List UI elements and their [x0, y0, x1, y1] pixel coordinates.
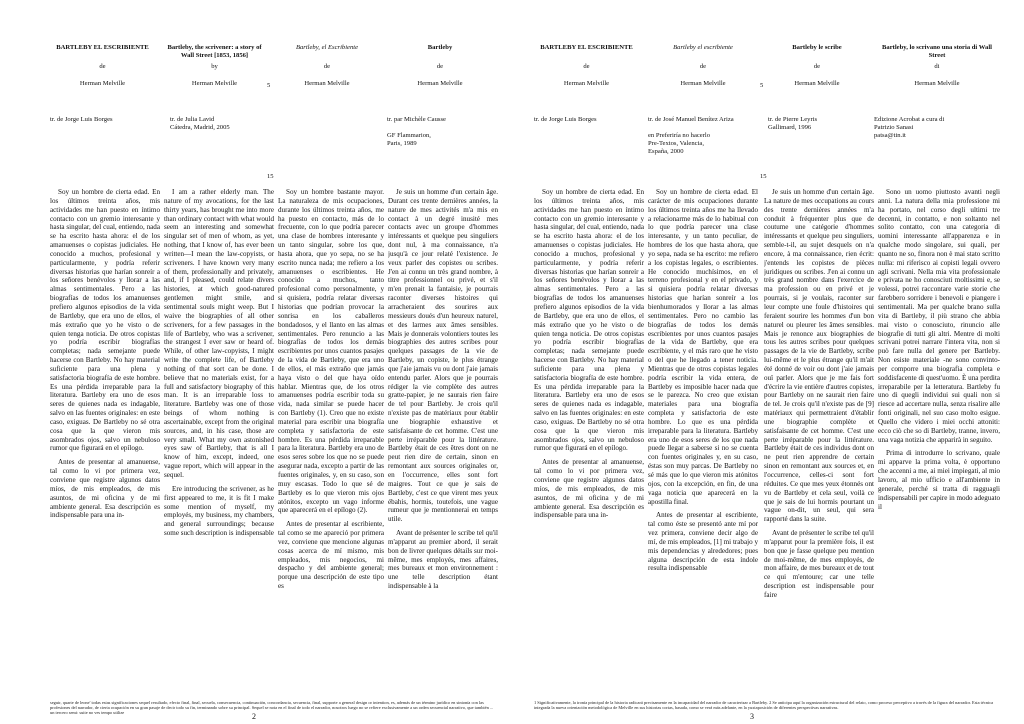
translator-note: Edizione Acrobat a cura di Patrizio Sanasi patsa@tin.it [874, 116, 945, 139]
header-de: di [934, 63, 940, 70]
header-author: Herman Melville [680, 80, 726, 87]
header-column-4 [385, 44, 495, 88]
header-title: BARTLEBY EL ESCRIBIENTE [56, 44, 149, 51]
header-author: Herman Melville [563, 80, 610, 87]
text-column-english [164, 188, 274, 696]
line-number: 15 [760, 173, 767, 180]
header-de: de [813, 63, 821, 70]
paragraph: Avant de présenter le scribe tel qu'il m'apparut pour la première fois, il est bon que je fasse quelque peu mention de moi-même, de mes employés, de mon affaire, de mes bureaux et de tout ce qui m'entoure; car une telle description est indispensable pour faire [764, 529, 874, 599]
translator-note: tr. de Pierre Leyris Gallimard, 1996 [768, 116, 818, 131]
header-author: Herman Melville [191, 80, 238, 87]
header-author: Herman Melville [79, 80, 126, 87]
paragraph: Je suis un homme d'un certain âge. Durant ces trente dernières années, la nature de mes activités m'a mis en contact à un degré inusité mes contacts avec un groupe d'hommes intéressants et quelque peu singuliers dont nul, à ma connaissance, n'a jusqu'à ce jour relaté l'existence. Je veux parler des copistes ou scribes. J'en ai connu un très grand nombre, à titre professionnel ou privé, et s'il m'en prenait la fantaisie, je pourrais raconter diverses histoires qui arracheraient des sourires aux messieurs doués d'un heureux naturel, et des larmes aux âmes sensibles. Mais je donnerais volontiers toutes les biographies des autres scribes pour quelques passages de la vie de Bartleby, un copiste, le plus étrange que j'aie jamais vu ou dont j'aie jamais entendu parler. Alors que je pourrais rédiger la vie complète des autres gratte-papier, je ne saurais rien faire de tel pour Bartleby. Je crois qu'il n'existe pas de matériaux pour établir une biographie exhaustive et satisfaisante de cet homme. C'est une perte irréparable pour la littérature. Bartleby était de ces êtres dont on ne peut rien dire de certain, sinon en remontant aux sources originales or, en l'occurrence, elles sont fort maigres. Tout ce que je sais de Bartleby, c'est ce que virent mes yeux ébahis, hormis, toutefois, une vague rumeur que je mentionnerai en temps utile. [388, 188, 498, 524]
header-de: de [699, 63, 707, 70]
paragraph: Prima di introdurre lo scrivano, quale mi apparve la prima volta, è opportuno che accenni a me, ai miei impiegati, al mio lavoro, al mio ufficio e all'ambiente in generale, perché si tratta di ragguagli indispensabili per capire in modo adeguato il [878, 449, 1000, 511]
paragraph: Avant de présenter le scribe tel qu'il m'apparut au premier abord, il serait bon de livrer quelques détails sur moi-même, mes employés, mes affaires, mes bureaux et mon environnement : une telle description étant indispensable à la [388, 529, 498, 591]
header-author: Herman Melville [914, 80, 960, 87]
translator-note: tr. de Julia Lavid Cátedra, Madrid, 2005 [170, 116, 230, 131]
header-column-4 [874, 44, 1000, 88]
header-title: BARTLEBY EL ESCRIBIENTE [540, 44, 633, 51]
text-column-leyris [764, 188, 874, 696]
header-de: de [323, 63, 331, 70]
header-column-3 [272, 44, 382, 88]
paragraph: Soy un hombre de cierta edad. El carácter de mis ocupaciones durante los últimos treinta años me ha llevado a relacionarme más de lo habitual con lo que podría parecer una clase interesante, y un tanto peculiar, de hombres de los que hasta ahora, que yo sepa, nada se ha escrito: me refiero a los copistas legales, o escribientes. He conocido muchísimos, en el terreno profesional y en el privado, y si quisiera podría relatar diversas historias que harían sonreír a los bienhumorados y llorar a las almas sentimentales. Pero no cambio las biografías de todos los demás escribientes por unos cuantos pasajes de la vida de Bartleby, que era escribiente, y el más raro que he visto o del que he llegado a tener noticia. Mientras que de otros copistas legales podría escribir la vida entera, de Bartleby es imposible hacer nada que se le parezca. No creo que existan materiales para una biografía completa y satisfactoria de este hombre. Lo que es una pérdida irreparable para la literatura. Bartleby era uno de esos seres de los que nada puede llegar a saberse si no se cuenta con fuentes originales y, en su caso, éstas son muy parcas. De Bartleby no sé más que lo que vieron mis atónitos ojos, con la excepción, en fin, de una vaga noticia que aparecerá en la apostilla final. [648, 188, 758, 506]
header-author: Herman Melville [794, 80, 840, 87]
footnote: 1 Significativamente, la ironía principal de la historia radicará precisamente en la incapacidad del narrador de caracterizar a Bartleby. 2 Se anticipa aquí la organización estructural del relato, como proceso perceptivo a través de la figura del narrador. Esta técnica integrada la nueva orientación metodológica de Melville en sus historias cortas, basada, como se verá más adelante, en la yuxtaposición de diferentes perspectivas narrativas. [534, 700, 994, 711]
line-number: 5 [267, 82, 271, 89]
paragraph: Antes de presentar al escribiente, tal como éste se presentó ante mí por vez primera, conviene decir algo de mí, de mis empleados, [1] mi trabajo y mis dependencias y alrededores; pues alguna descripción de esta índole resulta indispensable [648, 511, 758, 573]
paragraph: Antes de presentar al escribiente, tal como se me apareció por primera vez, conviene que mencione algunas cosas acerca de mí mismo, mis empleados, mis negocios, mi despacho y del ambiente general; porque una descripción de este tipo es [278, 520, 384, 591]
text-column-lavid [278, 188, 384, 696]
header-author: Herman Melville [417, 80, 463, 87]
paragraph: I am a rather elderly man. The nature of my avocations, for the last thirty years, has brought me into more than ordinary contact with what would seem an interesting and somewhat singular set of men of whom, as yet, nothing, that I know of, has ever been written—I mean the law-copyists, or scriveners. I have known very many of them, professionally and privately, and, if I pleased, could relate divers histories, at which good-natured gentlemen might smile, and sentimental souls might weep. But I waive the biographies of all other scriveners, for a few passages in the life of Bartleby, who was a scrivener, the strangest I ever saw or heard of. While, of other law-copyists, I might write the complete life, of Bartleby nothing of that sort can be done. I believe that no materials exist, for a full and satisfactory biography of this man. It is an irreparable loss to literature. Bartleby was one of those beings of whom nothing is ascertainable, except from the original sources, and, in his case, those are very small. What my own astonished eyes saw of Bartleby, that is all I know of him, except, indeed, one vague report, which will appear in the sequel. [164, 188, 274, 479]
header-column-3 [762, 44, 872, 88]
paragraph: Antes de presentar al amanuense, tal como lo vi por primera vez, conviene que registre algunos datos míos, de mis empleados, de mis asuntos, de mi oficina y de mi ambiente general. Esa descripción es indispensable para una in- [50, 458, 160, 520]
footnote: seguir, quarte de leone' todas estas significaciones sequel resultado, efecto final, final, secuela, consecuencia, continuación, concordancia, secuencia, final, supporte a general design or intention, es, además de un término jurídico en sintonía con las profesiones del narrador, de cierta ocupación en su gran pasaje de decir todo su fin, terminando sobre su principal. Sequel se nota en el final de todo el narrador, nosotros luego no se refiere exclusivamente a un orden secuencial narrativo, que también ... un tercero semi: suite no ves tempo utilize [50, 700, 494, 716]
header-author: Herman Melville [304, 80, 350, 87]
text-column-causse [388, 188, 498, 696]
translator-note: tr. de Jorge Luis Borges [534, 116, 597, 123]
header-title: Bartleby le scribe [792, 44, 842, 51]
translator-note: tr. par Michèle Causse GF Flammarion, Paris, 1989 [387, 116, 446, 147]
paragraph: Soy un hombre bastante mayor. La naturaleza de mis ocupaciones, durante los últimos treinta años, me ha puesto en contacto, más de lo frecuente, con lo que podría parecer una clase de hombres interesante y un tanto singular, sobre los que, hasta ahora, que yo sepa, no se ha escrito nunca nada; me refiero a los amanuenses o escribientes. He conocido a muchos, tanto profesional como personalmente, y si quisiera, podría relatar diversas historias que podrían provocar la sonrisa en los caballeros bondadosos, y el llanto en las almas sentimentales. Pero renuncio a las biografías de todos los demás escribientes por unos cuantos pasajes de la vida de Bartleby, que era uno de ellos, el más extraño que jamás haya visto o del que haya oído hablar. Mientras que, de los otros amanuenses podría escribir toda su vida, nada similar se puede hacer con Bartleby (1). Creo que no existe material para escribir una biografía completa y satisfactoria de este hombre. Es una pérdida irreparable para la literatura. Bartleby era uno de esos seres sobre los que no se puede asegurar nada, excepto a partir de las fuentes originales, y, en su caso, son muy escasas. Todo lo que sé de Bartleby es lo que vieron mis ojos atónitos, excepto un vago informe que aparecerá en el epílogo (2). [278, 188, 384, 515]
header-de: de [583, 63, 590, 70]
paragraph: Soy un hombre de cierta edad. En los últimos treinta años, mis actividades me han puesto en íntimo contacto con un gremio interesante y hasta singular, del cual, entiendo, nada se ha escrito hasta ahora: el de los amanuenses o copistas judiciales. He conocido a muchos, profesional y particularmente, y podría referir diversas historias que harían sonreír a los señores benévolos y llorar a las almas sentimentales. Pero a las biografías de todos los amanuenses prefiero algunos episodios de la vida de Bartleby, que era uno de ellos, el más extraño que yo he visto o de quien tenga noticia. De otros copistas yo podría escribir biografías completas; nada semejante puede hacerse con Bartleby. No hay material suficiente para una plena y satisfactoria biografía de este hombre. Es una pérdida irreparable para la literatura. Bartleby era uno de esos seres de quienes nada es indagable, salvo en las fuentes originales: en este caso, exiguas. De Bartleby no sé otra cosa que la que vieron mis asombrados ojos, salvo un nebuloso rumor que figurará en el epílogo. [534, 188, 644, 453]
header-title: Bartleby, el Escribiente [295, 44, 359, 51]
paragraph: Soy un hombre de cierta edad. En los últimos treinta años, mis actividades me han puesto en íntimo contacto con un gremio interesante y hasta singular, del cual, entiendo, nada se ha escrito hasta ahora: el de los amanuenses o copistas judiciales. He conocido a muchos, profesional y particularmente, y podría referir diversas historias que harían sonreír a los señores benévolos y llorar a las almas sentimentales. Pero a las biografías de todos los amanuenses prefiero algunos episodios de la vida de Bartleby, que era uno de ellos, el más extraño que yo he visto o de quien tenga noticia. De otros copistas yo podría escribir biografías completas; nada semejante puede hacerse con Bartleby. No hay material suficiente para una plena y satisfactoria biografía de este hombre. Es una pérdida irreparable para la literatura. Bartleby era uno de esos seres de quienes nada es indagable, salvo en las fuentes originales: en este caso, exiguas. De Bartleby no sé otra cosa que la que vieron mis asombrados ojos, salvo un nebuloso rumor que figurará en el epílogo. [50, 188, 160, 453]
text-column-sanasi [878, 188, 1000, 696]
header-title: Bartleby el escribiente [673, 44, 733, 51]
text-column-borges [534, 188, 644, 696]
header-title: Bartleby, the scrivener: a story of Wall Street [1853, 1856] [167, 44, 262, 59]
header-column-2 [648, 44, 758, 88]
right-page [512, 0, 1024, 724]
header-column-1 [50, 44, 155, 88]
paragraph: Antes de presentar al amanuense, tal como lo vi por primera vez, conviene que registre algunos datos míos, de mis empleados, de mis asuntos, de mi oficina y de mi ambiente general. Esa descripción es indispensable para una in- [534, 458, 644, 520]
translator-note: tr. de Jorge Luis Borges [50, 116, 113, 123]
text-column-borges [50, 188, 160, 696]
header-column-1 [534, 44, 639, 88]
paragraph: Ere introducing the scrivener, as he first appeared to me, it is fit I make some mention of myself, my employés, my business, my chambers, and general surroundings; because some such description is indispensable [164, 484, 274, 538]
page-number: 2 [252, 712, 256, 721]
line-number: 5 [760, 82, 764, 89]
translator-note: tr. de José Manuel Benítez Ariza en Preferiría no hacerlo Pre-Textos, Valencia, España, 2000 [648, 116, 734, 155]
header-de: by [211, 63, 218, 70]
header-column-2 [162, 44, 267, 88]
paragraph: Je suis un homme d'un certain âge. La nature de mes occupations au cours des trente dernières années m'a conduit à fréquenter plus que de coutume une catégorie d'hommes intéressants et quelque peu singuliers, semble-t-il, au sujet desquels on n'a encore, à ma connaissance, rien écrit: j'entends les copistes de pièces juridiques ou scribes. J'en ai connu un très grand nombre dans l'exercice de ma profession ou en privé et je pourrais, si je voulais, raconter sur leur compte une foule d'histoires qui feraient sourire les hommes d'un bon naturel ou pleurer les âmes sensibles. Mais je renonce aux biographies de tous les autres scribes pour quelques passages de la vie de Bartleby, scribe lui-même et le plus étrange qu'il m'ait été donné de voir ou dont j'aie jamais ouï parler. Alors que je me fais fort d'écrire la vie entière d'autres copistes, pour Bartleby on ne saurait rien faire de tel. Je crois qu'il n'existe pas de [9] matériaux qui permettraient d'établir une biographie complète et satisfaisante de cet homme. C'est une perte irréparable pour la littérature. Bartleby était de ces individus dont on ne peut rien apprendre de certain sinon en remontant aux sources et, en l'occurrence, celles-ci sont fort réduites. Ce que mes yeux étonnés ont vu de Bartleby et cela seul, voilà ce que je sais de lui hormis pourtant un vague on-dit, un seul, qui sera rapporté dans la suite. [764, 188, 874, 524]
header-title: Bartleby, lo scrivano una storia di Wall Street [882, 44, 992, 59]
line-number: 15 [267, 173, 274, 180]
header-de: de [99, 63, 106, 70]
page-number: 3 [750, 712, 754, 721]
paragraph: Sono un uomo piuttosto avanti negli anni. La natura della mia professione mi ha portato, nel corso degli ultimi tre decenni, in contatto, e non soltanto nel solito contatto, con una categoria di uomini interessante all'apparenza e in qualche modo singolare, sui quali, per quanto ne so, finora non è mai stato scritto nulla: mi riferisco ai copisti legali ovvero agli scrivani. Nella mia vita professionale e privata ne ho conosciuti moltissimi e, se volessi, potrei raccontare varie storie che farebbero sorridere i benevoli e piangere i sentimentali. Ma per qualche brano sulla vita di Bartleby, il più strano che abbia mai visto o conosciuto, rinuncio alle biografie di tutti gli altri. Mentre di molti scrivani potrei narrare l'intera vita, non si può fare nulla del genere per Bartleby. Non esiste materiale -ne sono convinto- per comporre una biografia completa e soddisfacente di quest'uomo. È una perdita irreparabile per la letteratura. Bartleby fu uno di quegli individui sui quali non si riesce ad accertare nulla, senza risalire alle fonti originali, nel suo caso molto esigue. Quello che videro i miei occhi attoniti: ecco ciò che so di Bartleby, tranne, invero, una vaga notizia che apparirà in seguito. [878, 188, 1000, 444]
header-title: Bartleby [427, 44, 453, 51]
header-de: de [436, 63, 444, 70]
text-column-benitez [648, 188, 758, 696]
